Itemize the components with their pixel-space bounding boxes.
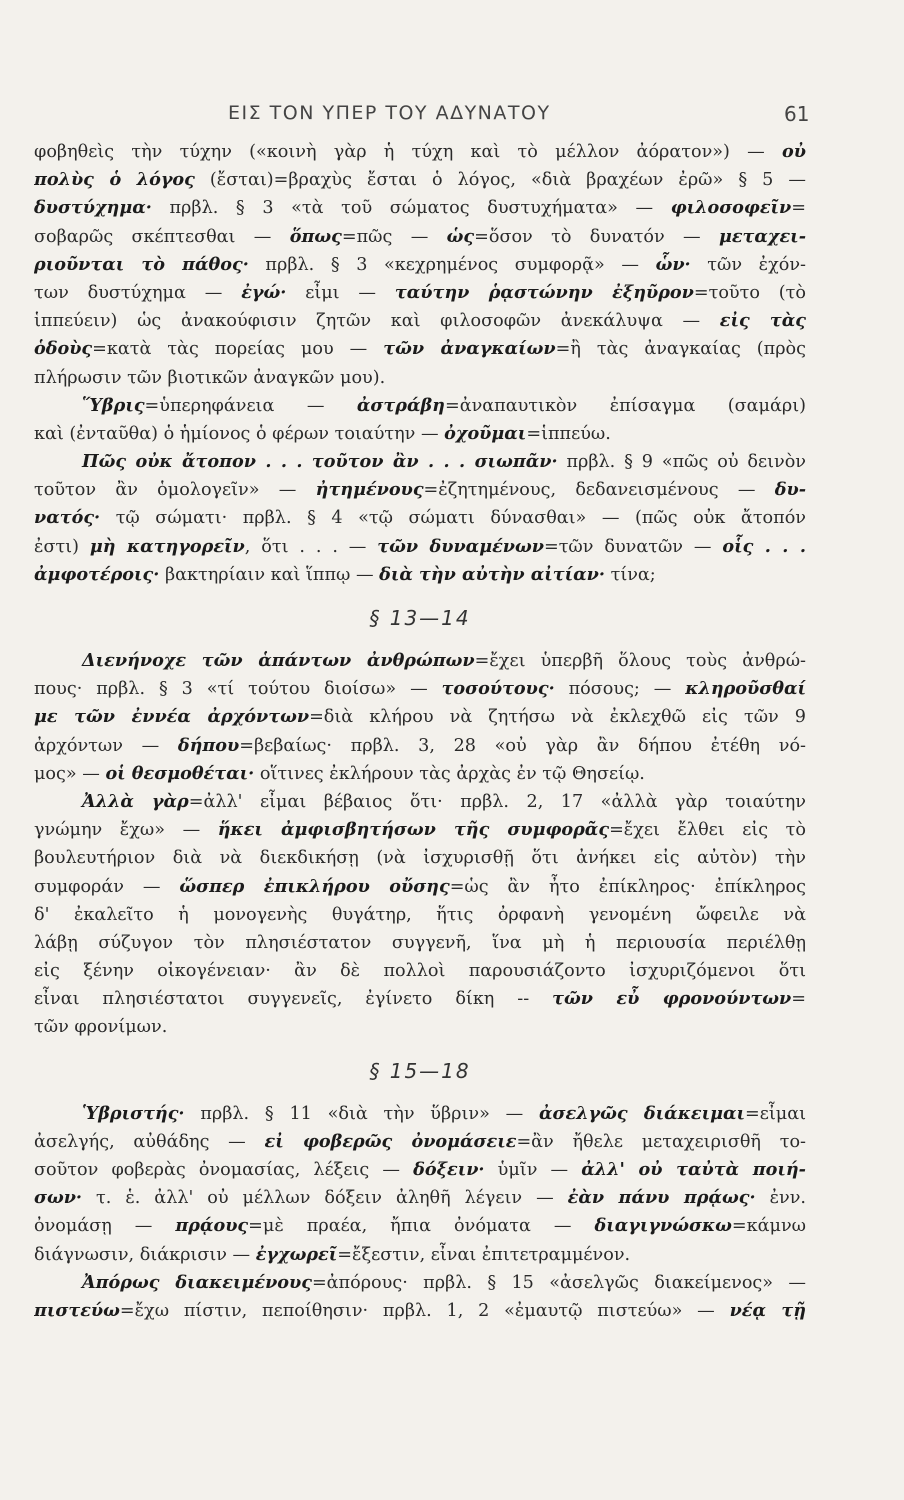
text-line bbox=[34, 420, 806, 448]
lemma-term: ὥσπερ ἐπικλήρου οὔσης bbox=[179, 875, 450, 897]
text-line bbox=[34, 138, 806, 166]
text-line bbox=[34, 873, 806, 901]
page-number: 61 bbox=[784, 102, 810, 126]
gloss-text: =μὲ πραέα, ἤπια ὀνόματα — bbox=[248, 1216, 595, 1237]
gloss-text: πρβλ. § 3 «κεχρημένος συμφορᾷ» — bbox=[248, 254, 656, 275]
lemma-term: ἀσελγῶς διάκειμαι bbox=[539, 1102, 746, 1124]
gloss-text: οἵτινες ἐκλήρουν τὰς ἀρχὰς ἐν τῷ Θησείῳ. bbox=[254, 763, 645, 784]
lemma-term: δυ- bbox=[774, 479, 806, 501]
text-line bbox=[34, 647, 806, 675]
lemma-term: εἰ φοβερῶς ὀνομάσειε bbox=[264, 1130, 517, 1152]
text-line bbox=[34, 364, 806, 392]
gloss-text: =τῶν δυνατῶν — bbox=[543, 536, 723, 557]
lemma-term: πρᾴους bbox=[175, 1215, 249, 1237]
gloss-text: τ. ἑ. ἀλλ' οὐ μέλλων δόξειν ἀληθῆ λέγειν — bbox=[82, 1188, 568, 1209]
lemma-term: ριοῦνται τὸ πάθος· bbox=[34, 253, 249, 275]
lemma-term: με τῶν ἐννέα ἀρχόντων bbox=[34, 706, 310, 728]
text-line bbox=[34, 504, 806, 532]
commentary-text bbox=[34, 138, 806, 1325]
gloss-text: ἐστι) bbox=[34, 536, 90, 557]
gloss-text: =ἔχει ἔλθει εἰς τὸ bbox=[609, 820, 806, 841]
text-line bbox=[34, 703, 806, 731]
gloss-text: καὶ (ἐνταῦθα) ὁ ἡμίονος ὁ φέρων τοιαύτην — bbox=[34, 423, 445, 444]
text-line bbox=[34, 788, 806, 816]
text-line bbox=[34, 476, 806, 504]
gloss-text: =ἐζητημένους, δεδανεισμένους — bbox=[423, 480, 775, 501]
lemma-term: οἱ θεσμοθέται· bbox=[105, 762, 255, 784]
gloss-text: =ἔξεστιν, εἶναι ἐπιτετραμμένον. bbox=[337, 1244, 631, 1265]
gloss-text: συμφοράν — bbox=[34, 876, 180, 897]
gloss-text: (ἔσται)=βραχὺς ἔσται ὁ λόγος, «διὰ βραχέων ἐρῶ» § 5 — bbox=[194, 170, 806, 191]
gloss-text: τῷ σώματι· πρβλ. § 4 «τῷ σώματι δύνασθαι» — (πῶς οὐκ ἄτοπόν bbox=[100, 508, 806, 529]
gloss-text: =ἀλλ' εἶμαι βέβαιος ὅτι· πρβλ. 2, 17 «ἀλλὰ γὰρ τοιαύτην bbox=[188, 791, 806, 812]
lemma-term: τῶν δυναμένων bbox=[377, 535, 544, 557]
text-line bbox=[34, 675, 806, 703]
gloss-text: τοῦτον ἂν ὁμολογεῖν» — bbox=[34, 480, 316, 501]
gloss-text: τῶν ἐχόν- bbox=[690, 254, 806, 275]
gloss-text: εἶμι — bbox=[286, 282, 395, 303]
gloss-text: ἱππεύειν) ὡς ἀνακούφισιν ζητῶν καὶ φιλοσοφῶν ἀνεκάλυψα — bbox=[34, 311, 720, 332]
lemma-term: ὡς bbox=[446, 225, 475, 247]
gloss-text: ἀρχόντων — bbox=[34, 735, 178, 756]
lemma-term: Ἀπόρως διακειμένους bbox=[82, 1271, 312, 1293]
lemma-term: ταύτην ῥᾳστώνην ἐξηῦρον bbox=[394, 281, 694, 303]
gloss-text: =ἀναπαυτικὸν ἐπίσαγμα (σαμάρι) bbox=[444, 395, 806, 416]
gloss-text: πους· πρβλ. § 3 «τί τούτου διοίσω» — bbox=[34, 679, 442, 700]
gloss-text: φοβηθεὶς τὴν τύχην («κοινὴ γὰρ ἡ τύχη καὶ τὸ μέλλον ἀόρατον») — bbox=[34, 142, 783, 162]
gloss-text: πρβλ. § 11 «διὰ τὴν ὕβριν» — bbox=[184, 1103, 539, 1124]
text-line bbox=[34, 901, 806, 929]
gloss-text: =κατὰ τὰς πορείας μου — bbox=[92, 339, 384, 360]
lemma-term: τοσούτους· bbox=[441, 678, 555, 700]
gloss-text: σοβαρῶς σκέπτεσθαι — bbox=[34, 226, 290, 247]
lemma-term: ἐγώ· bbox=[241, 281, 287, 303]
gloss-text: = bbox=[791, 989, 806, 1010]
text-line bbox=[34, 760, 806, 788]
gloss-text: βακτηρίαιν καὶ ἵππῳ — bbox=[159, 564, 380, 585]
gloss-text: =ὑπερηφάνεια — bbox=[144, 395, 357, 416]
gloss-text: ὀνομάσῃ — bbox=[34, 1216, 176, 1237]
lemma-term: Ὑβριστής· bbox=[82, 1102, 185, 1124]
lemma-term: δόξειν· bbox=[413, 1159, 485, 1180]
lemma-term: ὁδοὺς bbox=[34, 338, 93, 360]
gloss-text: εἶναι πλησιέστατοι συγγενεῖς, ἐγίνετο δίκη -- bbox=[34, 989, 553, 1010]
lemma-term: διαγιγνώσκω bbox=[594, 1215, 732, 1237]
lemma-term: δυστύχημα· bbox=[34, 197, 152, 219]
text-line bbox=[34, 1241, 806, 1269]
gloss-text: δ' ἐκαλεῖτο ἡ μονογενὴς θυγάτηρ, ἥτις ὀρφανὴ γενομένη ὤφειλε νὰ bbox=[34, 904, 806, 925]
gloss-text: τῶν φρονίμων. bbox=[34, 1017, 168, 1038]
text-line bbox=[34, 957, 806, 985]
lemma-term: Ὕβρις bbox=[82, 394, 145, 416]
lemma-term: ἀλλ' οὐ ταὐτὰ ποιή- bbox=[581, 1159, 806, 1180]
text-line bbox=[34, 561, 806, 589]
gloss-text: =διὰ κλήρου νὰ ζητήσω νὰ ἐκλεχθῶ εἰς τῶν 9 bbox=[309, 707, 806, 728]
page-header bbox=[0, 98, 904, 132]
lemma-term: ἐγχωρεῖ bbox=[255, 1243, 338, 1265]
text-line bbox=[34, 844, 806, 872]
lemma-term: ἐὰν πάνυ πρᾴως· bbox=[567, 1187, 756, 1209]
lemma-term: οἷς . . . bbox=[722, 535, 806, 557]
gloss-text: βουλευτήριον διὰ νὰ διεκδικήσῃ (νὰ ἰσχυρισθῇ ὅτι ἀνήκει εἰς αὐτὸν) τὴν bbox=[34, 848, 806, 869]
text-line bbox=[34, 1156, 806, 1184]
lemma-term: νέᾳ τῇ bbox=[729, 1299, 806, 1321]
gloss-text: διάγνωσιν, διάκρισιν — bbox=[34, 1244, 256, 1265]
text-line bbox=[34, 392, 806, 420]
gloss-text: =βεβαίως· πρβλ. 3, 28 «οὐ γὰρ ἂν δήπου ἐτέθη νό- bbox=[239, 735, 806, 756]
text-line bbox=[34, 929, 806, 957]
gloss-text: =ἔχω πίστιν, πεποίθησιν· πρβλ. 1, 2 «ἐμαυτῷ πιστεύω» — bbox=[119, 1300, 730, 1321]
gloss-text: = bbox=[791, 198, 806, 219]
lemma-term: οὐ bbox=[782, 141, 806, 162]
gloss-text: =εἶμαι bbox=[745, 1103, 806, 1124]
lemma-term: πολὺς ὁ λόγος bbox=[34, 169, 195, 191]
gloss-text: =κάμνω bbox=[731, 1216, 806, 1237]
gloss-text: =ἂν ἤθελε μεταχειρισθῆ το- bbox=[516, 1131, 806, 1152]
lemma-term: μὴ κατηγορεῖν bbox=[89, 535, 245, 557]
gloss-text: =ἀπόρους· πρβλ. § 15 «ἀσελγῶς διακείμενος» — bbox=[311, 1272, 806, 1293]
text-line bbox=[34, 1297, 806, 1325]
lemma-term: διὰ τὴν αὐτὴν αἰτίαν· bbox=[379, 563, 605, 585]
text-line bbox=[34, 1269, 806, 1297]
lemma-term: ἥκει ἀμφισβητήσων τῆς συμφορᾶς bbox=[217, 819, 610, 841]
gloss-text: =ἔχει ὑπερβῆ ὅλους τοὺς ἀνθρώ- bbox=[474, 651, 806, 671]
lemma-term: ἀστράβη bbox=[356, 394, 445, 416]
gloss-text: , ὅτι . . . — bbox=[244, 536, 378, 557]
gloss-text: ἐνν. bbox=[755, 1188, 806, 1209]
text-line bbox=[34, 251, 806, 279]
section-heading bbox=[34, 589, 806, 647]
text-line bbox=[34, 335, 806, 363]
lemma-term: κληροῦσθαί bbox=[685, 678, 806, 700]
gloss-text: εἰς ξένην οἰκογένειαν· ἂν δὲ πολλοὶ παρουσιάζοντο ἰσχυριζόμενοι ὅτι bbox=[34, 961, 806, 982]
text-line bbox=[34, 194, 806, 222]
gloss-text: ἀσελγής, αὐθάδης — bbox=[34, 1131, 265, 1152]
gloss-text: ὑμῖν — bbox=[484, 1160, 582, 1180]
gloss-text: μος» — bbox=[34, 763, 106, 784]
text-line bbox=[34, 448, 806, 476]
gloss-text: πρβλ. § 3 «τὰ τοῦ σώματος δυστυχήματα» — bbox=[151, 198, 671, 219]
gloss-text: § 13—14 bbox=[369, 606, 471, 630]
lemma-term: μεταχει- bbox=[718, 225, 806, 247]
text-line bbox=[34, 223, 806, 251]
lemma-term: ἠτημένους bbox=[315, 479, 424, 501]
running-head: ΕΙΣ ΤΟΝ ΥΠΕΡ ΤΟΥ ΑΔΥΝΑΤΟΥ bbox=[228, 102, 551, 124]
gloss-text: λάβῃ σύζυγον τὸν πλησιέστατον συγγενῆ, ἵνα μὴ ἡ περιουσία περιέλθῃ bbox=[34, 932, 806, 953]
text-line bbox=[34, 166, 806, 194]
lemma-term: Διενήνοχε τῶν ἁπάντων ἀνθρώπων bbox=[82, 650, 475, 671]
text-line bbox=[34, 816, 806, 844]
lemma-term: ὀχοῦμαι bbox=[444, 422, 527, 444]
text-line bbox=[34, 1013, 806, 1041]
lemma-term: τῶν ἀναγκαίων bbox=[383, 338, 556, 360]
text-line bbox=[34, 307, 806, 335]
gloss-text: =ἱππεύω. bbox=[526, 423, 611, 444]
gloss-text: § 15—18 bbox=[369, 1058, 471, 1083]
lemma-term: Ἀλλὰ γὰρ bbox=[82, 790, 189, 812]
lemma-term: ὧν· bbox=[655, 253, 691, 275]
gloss-text: πλήρωσιν τῶν βιοτικῶν ἀναγκῶν μου). bbox=[34, 367, 386, 388]
lemma-term: νατός· bbox=[34, 507, 101, 529]
gloss-text: =ὅσον τὸ δυνατόν — bbox=[474, 226, 719, 247]
lemma-term: τῶν εὖ φρονούντων bbox=[552, 988, 792, 1010]
lemma-term: εἰς τὰς bbox=[719, 310, 806, 332]
lemma-term: δήπου bbox=[177, 734, 240, 756]
gloss-text: των δυστύχημα — bbox=[34, 282, 242, 303]
section-heading bbox=[34, 1042, 806, 1100]
gloss-text: =ἢ τὰς ἀναγκαίας (πρὸς bbox=[555, 339, 806, 360]
text-line bbox=[34, 1128, 806, 1156]
gloss-text: =ὡς ἂν ἦτο ἐπίκληρος· ἐπίκληρος bbox=[449, 876, 806, 897]
gloss-text: τίνα; bbox=[605, 564, 656, 585]
gloss-text: πρβλ. § 9 «πῶς οὐ δεινὸν bbox=[557, 452, 806, 473]
text-line bbox=[34, 1184, 806, 1212]
gloss-text: =πῶς — bbox=[341, 226, 447, 247]
lemma-term: σων· bbox=[34, 1187, 83, 1209]
text-line bbox=[34, 1100, 806, 1128]
lemma-term: Πῶς οὐκ ἄτοπον . . . τοῦτον ἂν . . . σιωπᾶν· bbox=[82, 451, 558, 473]
text-line bbox=[34, 732, 806, 760]
lemma-term: ὅπως bbox=[289, 225, 342, 247]
gloss-text: πόσους; — bbox=[554, 679, 686, 700]
text-line bbox=[34, 1212, 806, 1240]
text-line bbox=[34, 533, 806, 561]
gloss-text: γνώμην ἔχω» — bbox=[34, 820, 218, 841]
gloss-text: =τοῦτο (τὸ bbox=[693, 282, 806, 303]
lemma-term: φιλοσοφεῖν bbox=[670, 197, 792, 219]
lemma-term: πιστεύω bbox=[34, 1299, 120, 1321]
lemma-term: ἀμφοτέροις· bbox=[34, 563, 160, 585]
text-line bbox=[34, 985, 806, 1013]
gloss-text: σοῦτον φοβερὰς ὀνομασίας, λέξεις — bbox=[34, 1160, 414, 1180]
text-line bbox=[34, 279, 806, 307]
